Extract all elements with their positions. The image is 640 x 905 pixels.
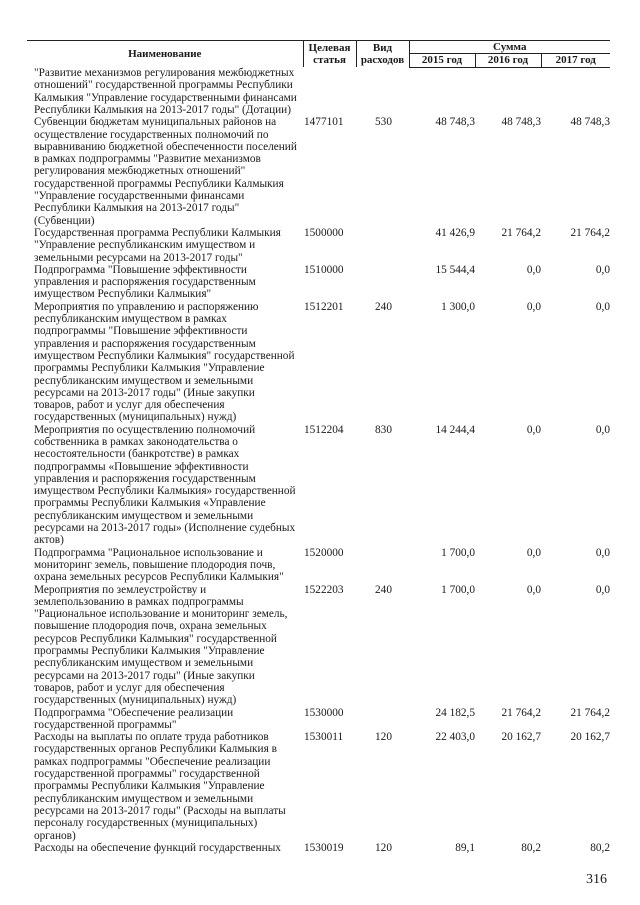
row-target-article: 1512204: [304, 423, 344, 436]
header-year-2015: 2015 год: [409, 54, 475, 67]
row-name: Подпрограмма "Обеспечение реализации государственной программы": [34, 706, 234, 731]
row-amount-2015: 24 182,5: [435, 706, 475, 719]
table-header: [27, 41, 610, 68]
table-row: [27, 707, 610, 732]
row-target-article: 1477101: [304, 116, 344, 129]
row-amount-2015: 1 700,0: [441, 546, 475, 559]
header-expense-type-line1: Вид: [372, 41, 393, 54]
row-amount-2015: 41 426,9: [435, 226, 475, 239]
row-target-article: [303, 67, 356, 116]
row-amount-2016: 21 764,2: [501, 706, 541, 719]
row-name: Подпрограмма "Повышение эффективности управления и распоряжения государственным имуществом Республики Калмыкия": [34, 263, 256, 301]
row-target-article: 1510000: [304, 263, 344, 276]
table-row: [27, 584, 610, 707]
row-amount-2017: 48 748,3: [570, 116, 611, 129]
row-expense-type: 830: [375, 423, 392, 436]
row-name: Мероприятия по управлению и распоряжению республиканским имуществом в рамках подпрограммы "Повышение эффективности управления и распоряжения государственным имуществом Республики Калмыкия" государственной программы Республики Калмыкия "Управление республиканским имуществом и земельными ресурсами на 2013-2017 годы" (Иные закупки товаров, работ и услуг для обеспечения государственных (муниципальных) нужд): [34, 300, 295, 424]
table-row: [27, 547, 610, 584]
row-amount-2017: 21 764,2: [570, 706, 611, 719]
row-amount-2015: 15 544,4: [435, 263, 475, 276]
row-amount-2017: 0,0: [595, 423, 611, 436]
row-amount-2015: 48 748,3: [435, 116, 475, 129]
header-target-article-line1: Целевая: [308, 41, 351, 54]
header-year-2016: 2016 год: [475, 54, 541, 67]
budget-table-sheet: [27, 40, 610, 854]
table-row: [27, 301, 610, 424]
row-amount-2016: 0,0: [526, 300, 541, 313]
header-sum: Сумма: [409, 41, 610, 54]
row-expense-type: 240: [375, 583, 392, 596]
row-target-article: 1530000: [304, 706, 344, 719]
header-name: Наименование: [27, 41, 303, 68]
row-name: Мероприятия по землеустройству и землепользованию в рамках подпрограммы "Рациональное использование и мониторинг земель, повышение плодородия почв, охрана земельных ресурсов Республики Калмыкия" государственной программы Республики Калмыкия "Управление республиканским имуществом и земельными ресурсами на 2013-2017 годы" (Иные закупки товаров, работ и услуг для обеспечения государственных (муниципальных) нужд): [34, 583, 288, 707]
row-name: Субвенции бюджетам муниципальных районов на осуществление государственных полномочий по выравниванию бюджетной обеспеченности поселений в рамках подпрограммы "Развитие механизмов регулирования межбюджетных отношений" государственной программы Республики Калмыкия "Управление государственными финансами Республики Калмыкия на 2013-2017 годы" (Субвенции): [34, 116, 297, 227]
row-amount-2017: 0,0: [595, 583, 611, 596]
row-expense-type: [356, 547, 409, 584]
row-expense-type: [356, 227, 409, 264]
table-row: [27, 67, 610, 116]
row-name: Расходы на обеспечение функций государственных: [34, 841, 281, 854]
row-amount-2016: 80,2: [521, 841, 541, 854]
table-row: [27, 842, 610, 854]
row-amount-2017: 0,0: [595, 546, 611, 559]
row-target-article: 1500000: [304, 226, 344, 239]
header-target-article: [303, 41, 356, 68]
row-amount-2015: 14 244,4: [435, 423, 475, 436]
header-expense-type-line2: расходов: [360, 54, 405, 67]
row-amount-2015: 1 300,0: [441, 300, 475, 313]
header-year-2017: 2017 год: [541, 54, 610, 67]
row-amount-2016: 0,0: [526, 546, 541, 559]
budget-table: [27, 40, 610, 854]
row-target-article: 1530019: [304, 841, 344, 854]
row-target-article: 1530011: [304, 731, 344, 744]
row-amount-2017: 80,2: [590, 841, 611, 854]
row-name: "Развитие механизмов регулирования межбюджетных отношений" государственной программы Республики Калмыкия "Управление государственными финансами Республики Калмыкия на 2013-2017 годы" (Дотации): [34, 67, 297, 116]
row-expense-type: [356, 67, 409, 116]
row-expense-type: 240: [375, 300, 392, 313]
page-number: 316: [586, 872, 607, 887]
row-name: Мероприятия по осуществлению полномочий собственника в рамках законодательства о несостоятельности (банкротстве) в рамках подпрограммы «Повышение эффективности управления и распоряжения государственным имуществом Республики Калмыкия» государственной программы Республики Калмыкия «Управление республиканским имуществом и земельными ресурсами на 2013-2017 годы» (Исполнение судебных актов): [34, 423, 296, 547]
table-body: [27, 67, 610, 854]
header-expense-type: [356, 41, 409, 68]
row-amount-2016: [475, 67, 541, 116]
row-amount-2017: 21 764,2: [570, 226, 611, 239]
row-amount-2015: [409, 67, 475, 116]
row-amount-2015: 89,1: [455, 841, 475, 854]
row-target-article: 1522203: [304, 583, 344, 596]
row-target-article: 1512201: [304, 300, 344, 313]
row-amount-2017: [541, 67, 610, 116]
row-expense-type: 120: [375, 731, 392, 744]
row-amount-2016: 0,0: [526, 583, 541, 596]
row-expense-type: 120: [375, 841, 392, 854]
table-row: [27, 227, 610, 264]
row-name: Государственная программа Республики Калмыкия "Управление республиканским имуществом и земельными ресурсами на 2013-2017 годы": [34, 226, 281, 264]
row-expense-type: 530: [375, 116, 392, 129]
row-amount-2015: 22 403,0: [435, 731, 475, 744]
row-amount-2016: 0,0: [526, 423, 541, 436]
row-amount-2017: 0,0: [595, 300, 611, 313]
row-amount-2016: 20 162,7: [501, 731, 541, 744]
table-row: [27, 424, 610, 547]
row-expense-type: [356, 707, 409, 732]
header-target-article-line2: статья: [313, 54, 346, 67]
row-amount-2015: 1 700,0: [441, 583, 475, 596]
row-name: Подпрограмма "Рациональное использование и мониторинг земель, повышение плодородия почв, охрана земельных ресурсов Республики Калмыкия": [34, 546, 284, 584]
row-amount-2016: 0,0: [526, 263, 541, 276]
row-amount-2016: 21 764,2: [501, 226, 541, 239]
row-name: Расходы на выплаты по оплате труда работников государственных органов Республики Калмыкия в рамках подпрограммы "Обеспечение реализации государственной программы" государственной программы Республики Калмыкия "Управление республиканским имуществом и земельными ресурсами на 2013-2017 годы" (Расходы на выплаты персоналу государственных (муниципальных) органов): [34, 731, 286, 842]
row-amount-2017: 20 162,7: [570, 731, 611, 744]
row-amount-2017: 0,0: [595, 263, 611, 276]
table-row: [27, 116, 610, 227]
table-row: [27, 264, 610, 301]
row-target-article: 1520000: [304, 546, 344, 559]
row-amount-2016: 48 748,3: [501, 116, 541, 129]
row-expense-type: [356, 264, 409, 301]
table-row: [27, 731, 610, 842]
